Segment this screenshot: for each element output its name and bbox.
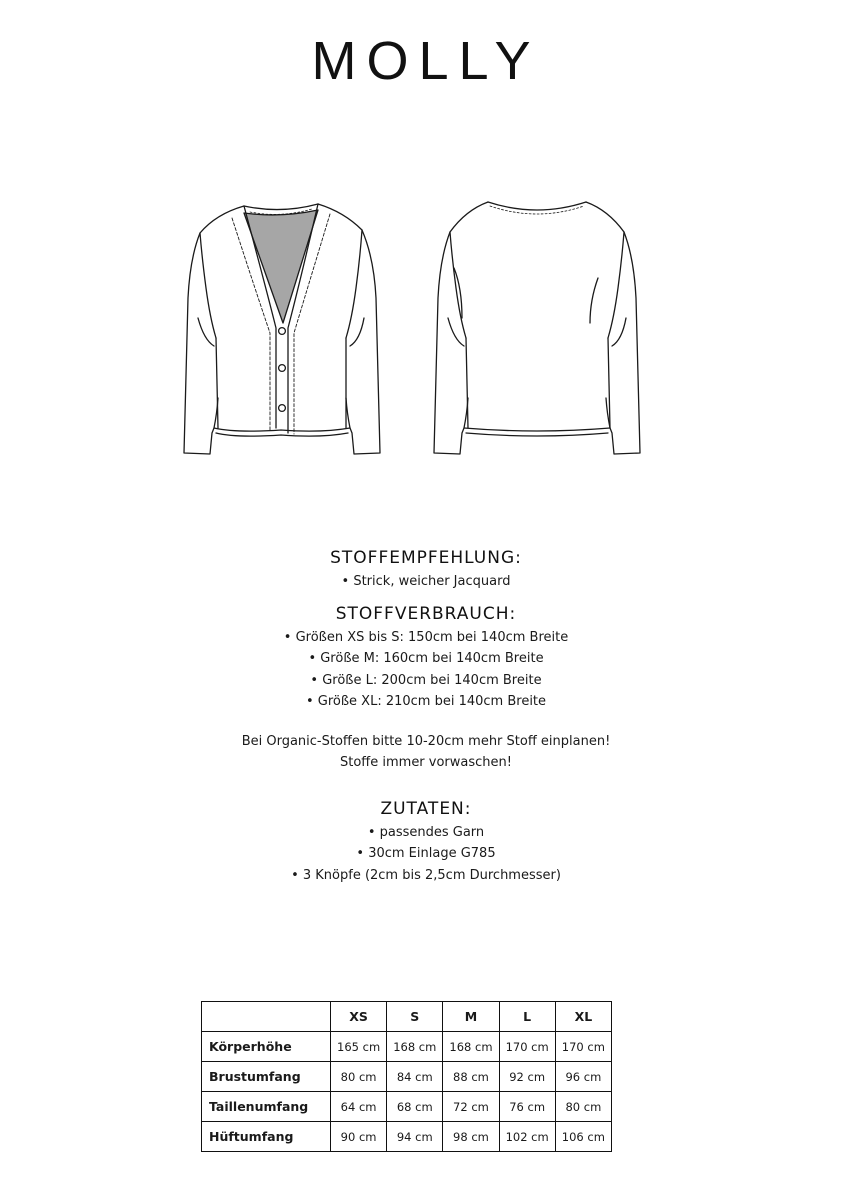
table-cell: 165 cm xyxy=(331,1032,387,1062)
header-cell: S xyxy=(387,1002,443,1032)
table-cell: 84 cm xyxy=(387,1062,443,1092)
row-label: Taillenumfang xyxy=(202,1092,331,1122)
notions-item: • 3 Knöpfe (2cm bis 2,5cm Durchmesser) xyxy=(291,867,561,883)
fabric-usage-item: • Größe L: 200cm bei 140cm Breite xyxy=(310,672,542,688)
size-table-header xyxy=(202,1002,612,1032)
table-row xyxy=(202,1092,612,1122)
fabric-recommendation-heading: STOFFEMPFEHLUNG: xyxy=(330,548,522,568)
cardigan-back-icon xyxy=(434,202,640,454)
table-cell: 168 cm xyxy=(443,1032,499,1062)
page-title: MOLLY xyxy=(311,31,541,91)
header-cell: M xyxy=(443,1002,499,1032)
table-cell: 88 cm xyxy=(443,1062,499,1092)
notions-item: • passendes Garn xyxy=(367,824,485,840)
table-cell: 92 cm xyxy=(499,1062,555,1092)
notions-heading: ZUTATEN: xyxy=(380,798,472,819)
table-cell: 76 cm xyxy=(499,1092,555,1122)
table-row xyxy=(202,1062,612,1092)
fabric-note: Bei Organic-Stoffen bitte 10-20cm mehr Stoff einplanen! xyxy=(241,733,611,749)
row-label: Körperhöhe xyxy=(202,1032,331,1062)
table-row xyxy=(202,1032,612,1062)
table-cell: 96 cm xyxy=(555,1062,611,1092)
header-cell: L xyxy=(499,1002,555,1032)
table-cell: 106 cm xyxy=(555,1122,611,1152)
table-cell: 64 cm xyxy=(331,1092,387,1122)
header-cell xyxy=(202,1002,331,1032)
fabric-note: Stoffe immer vorwaschen! xyxy=(339,755,512,770)
table-cell: 94 cm xyxy=(387,1122,443,1152)
fabric-usage-item: • Größe M: 160cm bei 140cm Breite xyxy=(308,651,544,666)
row-label: Hüftumfang xyxy=(202,1122,331,1152)
header-cell: XS xyxy=(331,1002,387,1032)
table-row xyxy=(202,1122,612,1152)
table-cell: 102 cm xyxy=(499,1122,555,1152)
table-cell: 72 cm xyxy=(443,1092,499,1122)
table-cell: 90 cm xyxy=(331,1122,387,1152)
notions-item: • 30cm Einlage G785 xyxy=(356,846,496,861)
cardigan-front-icon xyxy=(184,204,380,454)
table-cell: 168 cm xyxy=(387,1032,443,1062)
table-cell: 68 cm xyxy=(387,1092,443,1122)
technical-drawing xyxy=(176,188,656,463)
fabric-usage-item: • Größe XL: 210cm bei 140cm Breite xyxy=(305,694,547,709)
header-cell: XL xyxy=(555,1002,611,1032)
fabric-info xyxy=(0,545,852,886)
row-label: Brustumfang xyxy=(202,1062,331,1092)
table-cell: 80 cm xyxy=(331,1062,387,1092)
table-cell: 170 cm xyxy=(555,1032,611,1062)
size-table xyxy=(201,1001,612,1152)
table-cell: 170 cm xyxy=(499,1032,555,1062)
table-cell: 80 cm xyxy=(555,1092,611,1122)
fabric-recommendation-item: • Strick, weicher Jacquard xyxy=(341,574,511,589)
table-cell: 98 cm xyxy=(443,1122,499,1152)
fabric-usage-item: • Größen XS bis S: 150cm bei 140cm Breite xyxy=(283,629,569,645)
fabric-usage-heading: STOFFVERBRAUCH: xyxy=(335,603,517,624)
